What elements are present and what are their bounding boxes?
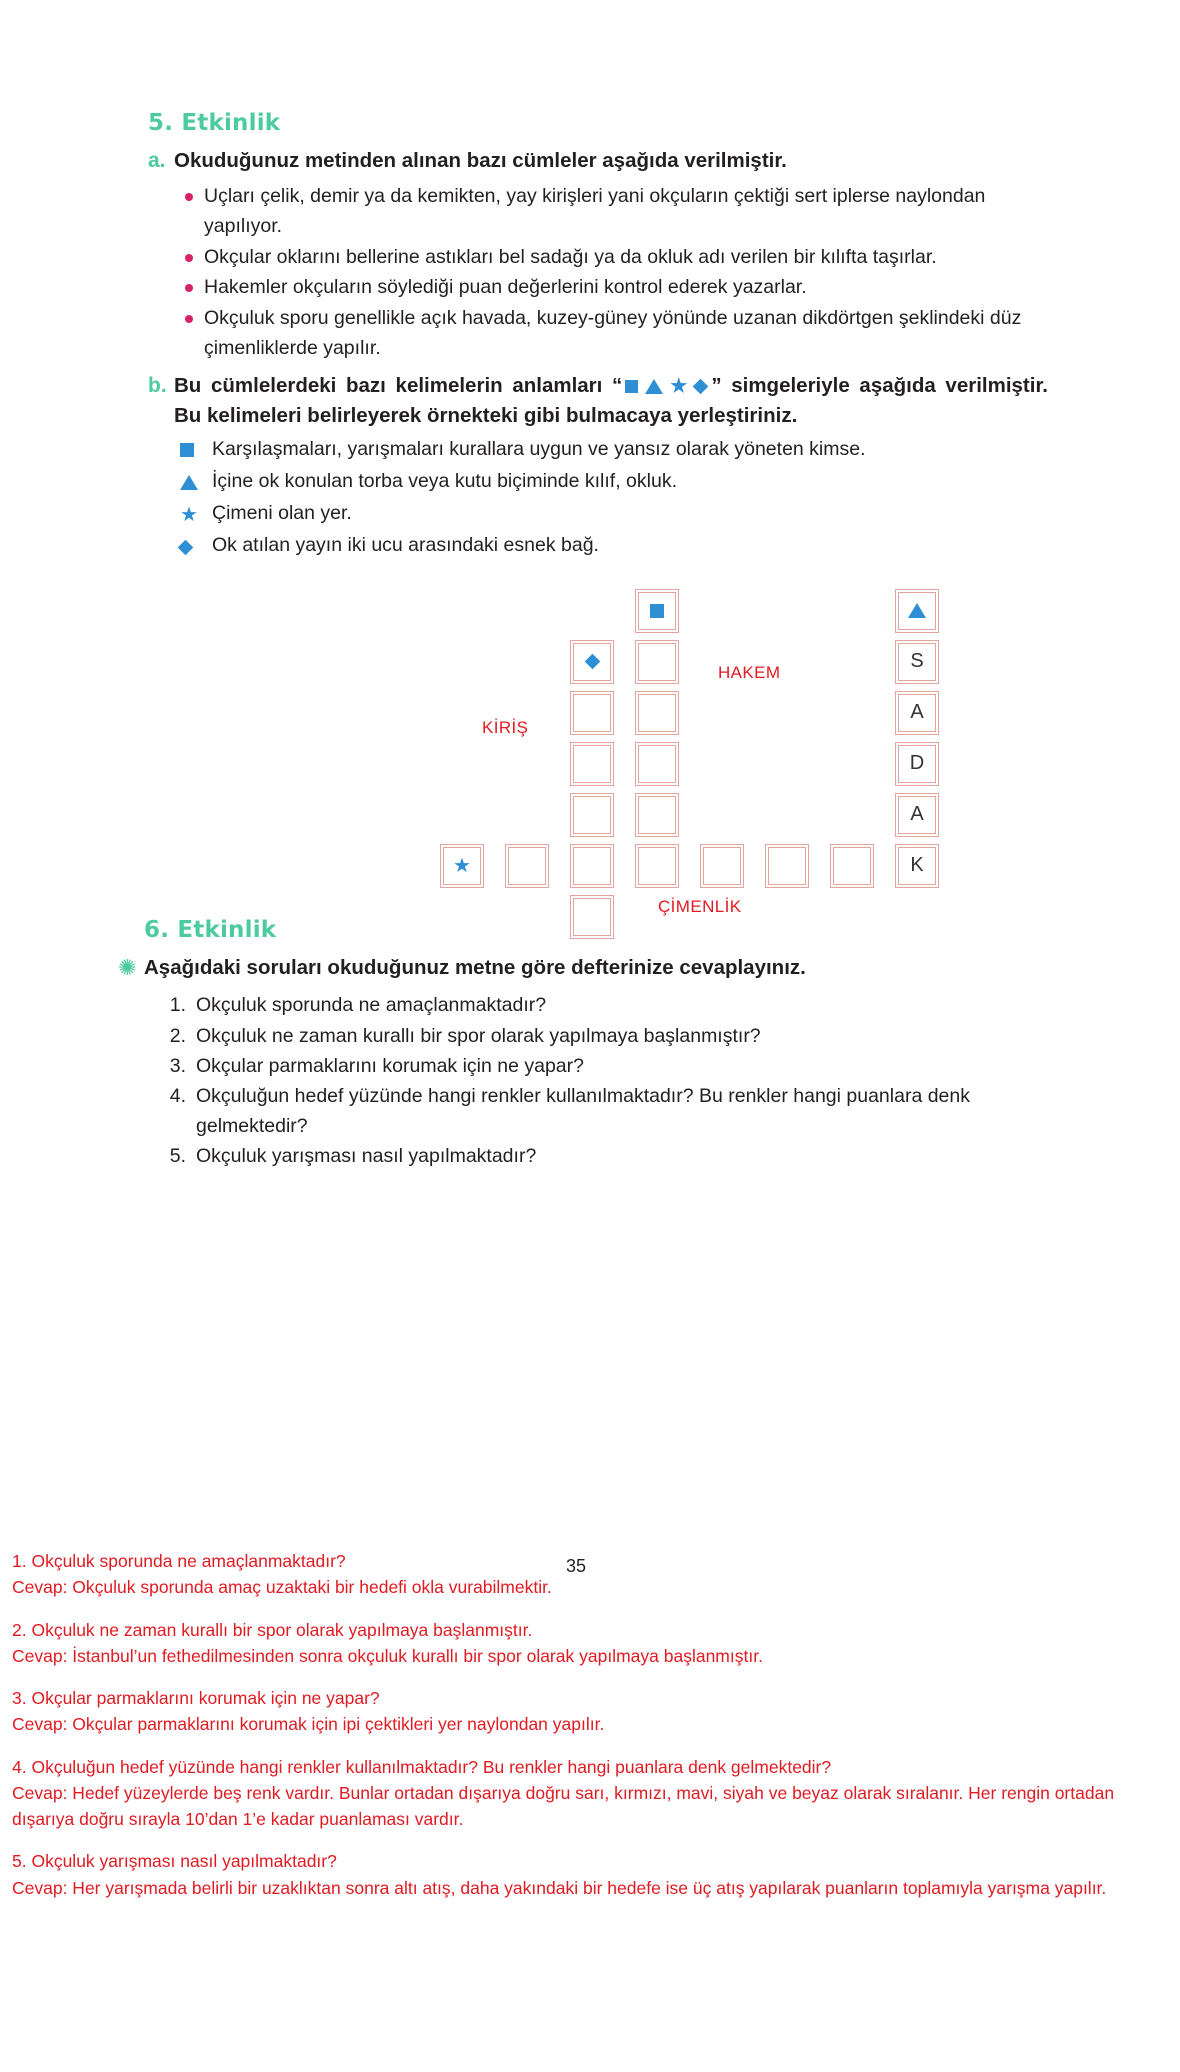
list-item — [174, 467, 1048, 496]
item-b-text-part1: Bu cümlelerdeki bazı kelimelerin anlamları “ — [174, 374, 623, 398]
definition-text: İçine ok konulan torba veya kutu biçiminde kılıf, okluk. — [212, 469, 677, 492]
crossword-cell[interactable] — [570, 742, 614, 786]
triangle-icon — [645, 379, 663, 394]
question-text: Okçuluk ne zaman kurallı bir spor olarak yapılmaya başlanmıştır? — [196, 1024, 761, 1047]
list-item — [160, 1051, 1048, 1081]
bullet-dot-icon — [174, 182, 204, 201]
crossword-answer-label: ÇİMENLİK — [658, 896, 742, 916]
bullet-text: Hakemler okçuların söylediği puan değerlerini kontrol ederek yazarlar. — [204, 276, 807, 299]
answer-item — [12, 1754, 1132, 1833]
crossword-cell[interactable] — [635, 589, 679, 633]
crossword-letter: K — [910, 854, 924, 877]
item-b-text — [174, 371, 1048, 430]
star-icon: ★ — [670, 375, 688, 397]
answer-item — [12, 1848, 1132, 1901]
list-item — [174, 304, 1048, 363]
crossword-cell[interactable] — [635, 793, 679, 837]
crossword-letter: A — [910, 701, 924, 724]
square-icon — [174, 435, 212, 460]
activity-6-prompt: Aşağıdaki soruları okuduğunuz metne göre defterinize cevaplayınız. — [144, 955, 806, 979]
list-item — [174, 182, 1048, 241]
bullet-dot-icon — [174, 304, 204, 323]
star-icon: ★ — [180, 503, 198, 526]
answer-key-block — [12, 1548, 1132, 1917]
diamond-icon — [584, 654, 600, 670]
crossword-answer-label: HAKEM — [718, 662, 781, 682]
page-content — [118, 110, 1048, 1172]
answer-item — [12, 1617, 1132, 1670]
bullet-text: Okçuluk sporu genellikle açık havada, kuzey-güney yönünde uzanan dikdörtgen şeklindeki düz çimenliklerde yapılır. — [204, 306, 1022, 359]
list-item — [174, 435, 1048, 464]
answer-item — [12, 1548, 1132, 1601]
bullet-text: Okçular oklarını bellerine astıkları bel sadağı ya da okluk adı verilen bir kılıfta taşırlar. — [204, 245, 937, 268]
answer-item — [12, 1685, 1132, 1738]
answer-text: Cevap: Okçuluk sporunda amaç uzaktaki bir hedefi okla vurabilmektir. — [12, 1577, 552, 1598]
item-b-letter: b. — [148, 374, 167, 398]
crossword-cell[interactable] — [830, 844, 874, 888]
crossword-cell[interactable] — [895, 793, 939, 837]
answer-text: Cevap: Her yarışmada belirli bir uzaklıktan sonra altı atış, daha yakındaki bir hedefe ise üç atış yapılarak puanların toplamıyla yarışma yapılır. — [12, 1877, 1107, 1898]
item-a-text: Okuduğunuz metinden alınan bazı cümleler aşağıda verilmiştir. — [174, 149, 787, 172]
sparkle-icon: ✺ — [118, 954, 137, 980]
list-item — [160, 1141, 1048, 1171]
bullet-dot-icon — [174, 273, 204, 292]
square-icon — [625, 380, 638, 393]
crossword-cell[interactable] — [440, 844, 484, 888]
crossword-puzzle[interactable] — [148, 581, 1180, 941]
crossword-cell[interactable] — [895, 742, 939, 786]
activity-5-item-a — [148, 146, 1048, 176]
crossword-cell[interactable] — [635, 640, 679, 684]
definition-text: Karşılaşmaları, yarışmaları kurallara uygun ve yansız olarak yöneten kimse. — [212, 437, 866, 460]
activity-6-prompt-row — [118, 953, 1048, 983]
question-number: 1. — [169, 994, 186, 1017]
crossword-cell[interactable] — [895, 589, 939, 633]
triangle-icon — [174, 467, 212, 492]
bullet-dot-icon — [174, 243, 204, 262]
question-number: 4. — [169, 1085, 186, 1107]
list-item — [160, 1021, 1048, 1051]
crossword-cell[interactable] — [895, 691, 939, 735]
list-item — [174, 499, 1048, 528]
crossword-letter: S — [910, 650, 924, 673]
item-b-text-part2: ” simgeleriyle aşağıda verilmiştir. Bu kelimeleri belirleyerek örnekteki gibi bulmacaya yerleştiriniz. — [174, 374, 1048, 427]
star-icon: ★ — [453, 854, 471, 877]
crossword-cell[interactable] — [570, 895, 614, 939]
symbol-legend-inline — [622, 374, 711, 397]
question-number: 3. — [169, 1054, 186, 1077]
crossword-letter: D — [909, 752, 925, 775]
definition-text: Çimeni olan yer. — [212, 502, 352, 525]
question-list — [160, 990, 1048, 1171]
crossword-cell[interactable] — [895, 640, 939, 684]
symbol-definition-list — [174, 435, 1048, 561]
answer-text: Cevap: İstanbul’un fethedilmesinden sonra okçuluk kurallı bir spor olarak yapılmaya başlanmıştır. — [12, 1645, 763, 1666]
answer-question: 1. Okçuluk sporunda ne amaçlanmaktadır? — [12, 1551, 346, 1571]
crossword-cell[interactable] — [570, 844, 614, 888]
crossword-cell[interactable] — [700, 844, 744, 888]
crossword-cell[interactable] — [570, 793, 614, 837]
question-text: Okçuluğun hedef yüzünde hangi renkler kullanılmaktadır? Bu renkler hangi puanlara denk gelmektedir? — [196, 1085, 970, 1138]
crossword-cell[interactable] — [635, 844, 679, 888]
triangle-icon — [908, 603, 926, 618]
answer-question: 3. Okçular parmaklarını korumak için ne yapar? — [12, 1688, 380, 1708]
question-number: 5. — [169, 1145, 186, 1168]
crossword-cell[interactable] — [635, 742, 679, 786]
answer-text: Cevap: Hedef yüzeylerde beş renk vardır. Bunlar ortadan dışarıya doğru sarı, kırmızı, mavi, siyah ve beyaz olarak sıralanır. Her rengin ortadan dışarıya doğru sırayla 10’dan 1’e kadar puanlaması vardır. — [12, 1782, 1115, 1829]
crossword-cell[interactable] — [895, 844, 939, 888]
activity-5-heading: 5. Etkinlik — [148, 110, 281, 136]
square-icon — [650, 604, 664, 618]
question-text: Okçuluk yarışması nasıl yapılmaktadır? — [196, 1145, 537, 1168]
question-text: Okçular parmaklarını korumak için ne yapar? — [196, 1054, 584, 1077]
list-item — [160, 1081, 1048, 1141]
list-item — [160, 990, 1048, 1020]
sentence-bullet-list — [174, 182, 1048, 363]
list-item — [174, 531, 1048, 560]
crossword-cell[interactable] — [505, 844, 549, 888]
page-number: 35 — [566, 1556, 587, 1576]
item-a-letter: a. — [148, 149, 166, 172]
activity-5-item-b — [148, 371, 1048, 430]
question-number: 2. — [169, 1024, 186, 1047]
definition-text: Ok atılan yayın iki ucu arasındaki esnek bağ. — [212, 534, 599, 557]
diamond-icon — [174, 531, 212, 556]
list-item — [174, 273, 1048, 303]
list-item — [174, 243, 1048, 273]
bullet-text: Uçları çelik, demir ya da kemikten, yay kirişleri yani okçuların çektiği sert iplerse naylondan yapılıyor. — [204, 185, 986, 238]
crossword-cell[interactable] — [635, 691, 679, 735]
question-text: Okçuluk sporunda ne amaçlanmaktadır? — [196, 994, 547, 1017]
crossword-cell[interactable] — [570, 691, 614, 735]
diamond-icon — [693, 379, 709, 395]
crossword-cell[interactable] — [765, 844, 809, 888]
crossword-cell[interactable] — [570, 640, 614, 684]
crossword-answer-label: KİRİŞ — [482, 717, 529, 737]
activity-6-heading: 6. Etkinlik — [144, 916, 277, 943]
answer-question: 5. Okçuluk yarışması nasıl yapılmaktadır? — [12, 1851, 337, 1872]
answer-question: 2. Okçuluk ne zaman kurallı bir spor olarak yapılmaya başlanmıştır. — [12, 1619, 533, 1640]
crossword-letter: A — [910, 803, 924, 826]
answer-text: Cevap: Okçular parmaklarını korumak için ipi çektikleri yer naylondan yapılır. — [12, 1714, 605, 1735]
answer-question: 4. Okçuluğun hedef yüzünde hangi renkler kullanılmaktadır? Bu renkler hangi puanlara denk gelmektedir? — [12, 1756, 832, 1777]
